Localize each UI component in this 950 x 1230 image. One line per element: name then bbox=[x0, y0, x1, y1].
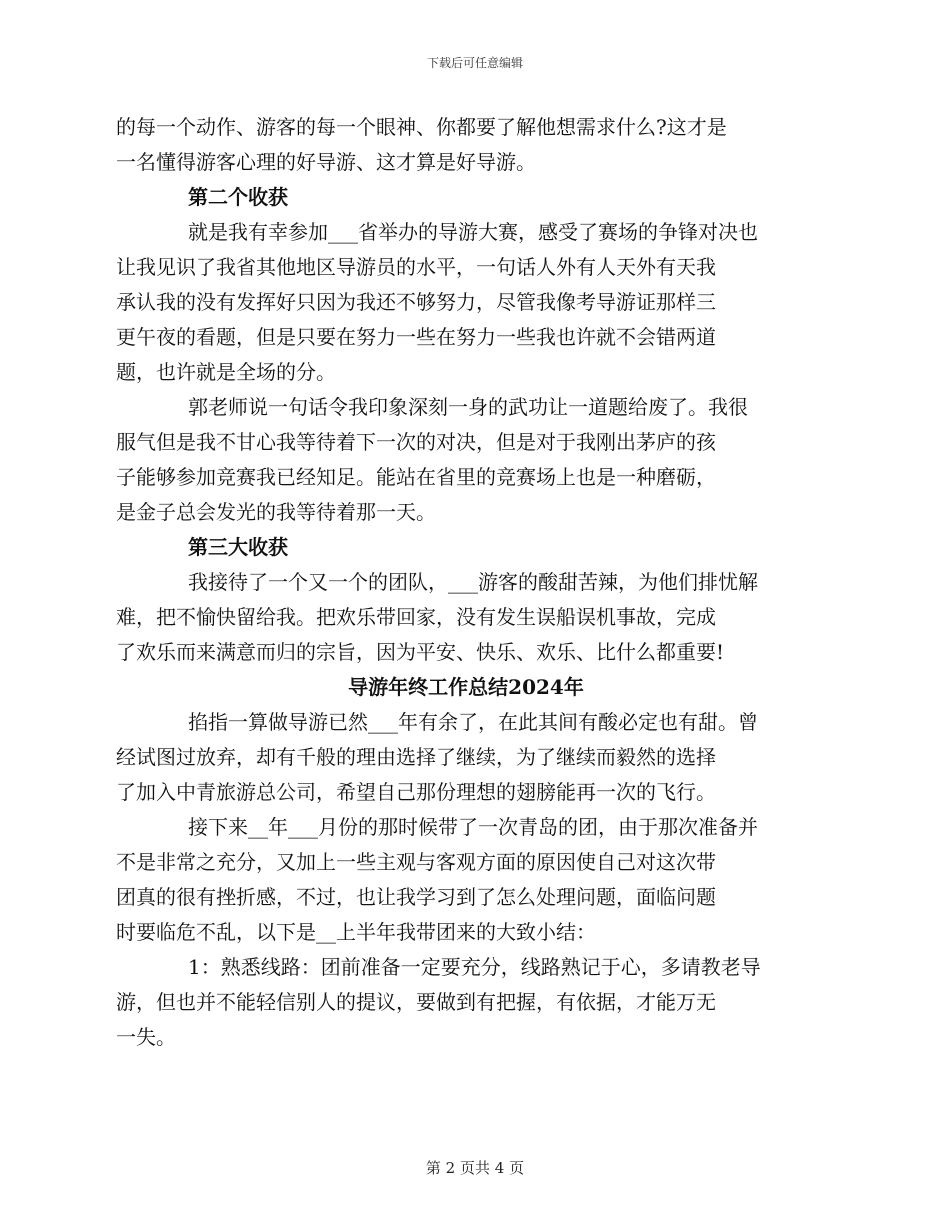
text-line: 承认我的没有发挥好只因为我还不够努力，尽管我像考导游证那样三 bbox=[116, 290, 716, 314]
paragraph-start-line: 接下来__年___月份的那时候带了一次青岛的团，由于那次准备并 bbox=[188, 815, 758, 839]
page-footer: 第 2 页共 4 页 bbox=[425, 1159, 525, 1177]
text-line: 一失。 bbox=[116, 1025, 176, 1049]
text-line: 是金子总会发光的我等待着那一天。 bbox=[116, 500, 436, 524]
text-line: 经试图过放弃，却有千般的理由选择了继续，为了继续而毅然的选择 bbox=[116, 745, 716, 769]
text-line: 服气但是我不甘心我等待着下一次的对决，但是对于我刚出茅庐的孩 bbox=[116, 430, 716, 454]
text-line: 的每一个动作、游客的每一个眼神、你都要了解他想需求什么?这才是 bbox=[116, 115, 727, 139]
text-line: 子能够参加竞赛我已经知足。能站在省里的竞赛场上也是一种磨砺， bbox=[116, 465, 716, 489]
paragraph-start-line: 1：熟悉线路：团前准备一定要充分，线路熟记于心，多请教老导 bbox=[188, 955, 761, 979]
text-line: 团真的很有挫折感，不过，也让我学习到了怎么处理问题，面临问题 bbox=[116, 885, 716, 909]
text-line: 题，也许就是全场的分。 bbox=[116, 360, 336, 384]
section-heading: 第二个收获 bbox=[188, 185, 288, 209]
text-line: 让我见识了我省其他地区导游员的水平，一句话人外有人天外有天我 bbox=[116, 255, 716, 279]
text-line: 了欢乐而来满意而归的宗旨，因为平安、快乐、欢乐、比什么都重要! bbox=[116, 640, 725, 664]
paragraph-start-line: 郭老师说一句话令我印象深刻一身的武功让一道题给废了。我很 bbox=[188, 395, 748, 419]
paragraph-start-line: 我接待了一个又一个的团队，___游客的酸甜苦辣，为他们排忧解 bbox=[188, 570, 758, 594]
text-line: 一名懂得游客心理的好导游、这才算是好导游。 bbox=[116, 150, 536, 174]
text-line: 不是非常之充分，又加上一些主观与客观方面的原因使自己对这次带 bbox=[116, 850, 716, 874]
document-body bbox=[116, 110, 816, 1055]
paragraph-start-line: 掐指一算做导游已然___年有余了，在此其间有酸必定也有甜。曾 bbox=[188, 710, 758, 734]
section-heading: 第三大收获 bbox=[188, 535, 288, 559]
text-line: 时要临危不乱，以下是__上半年我带团来的大致小结： bbox=[116, 920, 596, 944]
text-line: 游，但也并不能轻信别人的提议，要做到有把握，有依据，才能万无 bbox=[116, 990, 716, 1014]
page-header: 下载后可任意编辑 bbox=[426, 56, 523, 70]
text-line: 更午夜的看题，但是只要在努力一些在努力一些我也许就不会错两道 bbox=[116, 325, 716, 349]
text-line: 了加入中青旅游总公司，希望自己那份理想的翅膀能再一次的飞行。 bbox=[116, 780, 716, 804]
section-title: 导游年终工作总结2024年 bbox=[348, 675, 584, 699]
paragraph-start-line: 就是我有幸参加___省举办的导游大赛，感受了赛场的争锋对决也 bbox=[188, 220, 758, 244]
text-line: 难，把不愉快留给我。把欢乐带回家，没有发生误船误机事故，完成 bbox=[116, 605, 716, 629]
